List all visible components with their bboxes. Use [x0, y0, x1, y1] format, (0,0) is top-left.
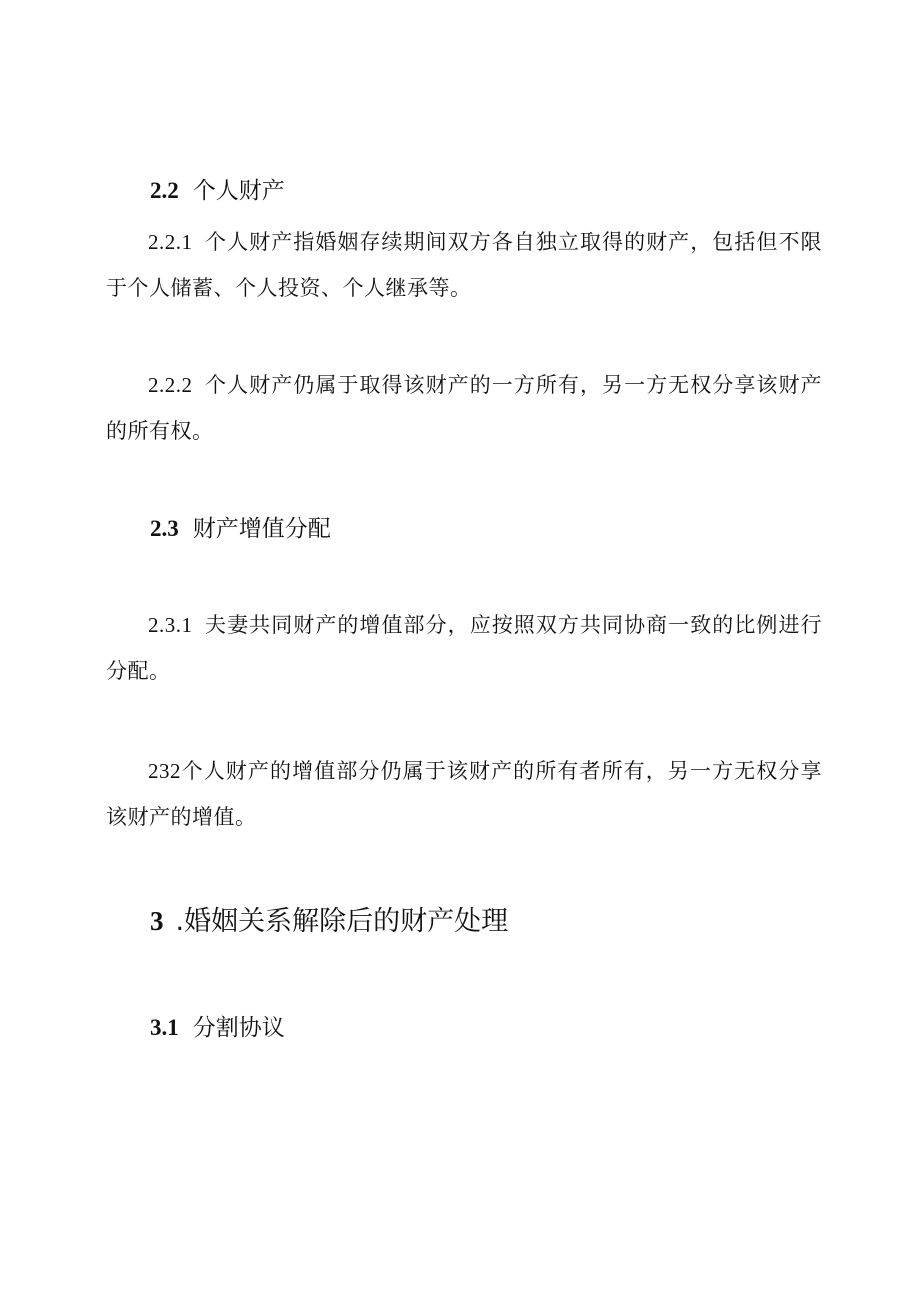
section-title: 分割协议 — [192, 1015, 285, 1041]
section-heading-2-2 — [150, 176, 285, 206]
paragraph-number: 2.2.1 — [148, 230, 193, 254]
paragraph-text: 个人财产仍属于取得该财产的一方所有，另一方无权分享该财产的所有权。 — [106, 373, 822, 443]
paragraph-2-3-1 — [106, 602, 822, 694]
section-number: 3.1 — [150, 1015, 179, 1040]
paragraph-2-2-2 — [106, 362, 822, 454]
paragraph-text: 个人财产的增值部分仍属于该财产的所有者所有，另一方无权分享该财产的增值。 — [106, 759, 822, 829]
section-number: 2.2 — [150, 178, 179, 203]
paragraph-2-3-2 — [106, 748, 822, 840]
paragraph-number: 2.2.2 — [148, 373, 193, 397]
paragraph-number: 2.3.1 — [148, 613, 193, 637]
paragraph-number: 232 — [148, 759, 181, 783]
chapter-heading-3 — [150, 904, 508, 939]
paragraph-text: 夫妻共同财产的增值部分，应按照双方共同协商一致的比例进行分配。 — [106, 613, 822, 683]
section-heading-3-1 — [150, 1013, 285, 1043]
chapter-title: .婚姻关系解除后的财产处理 — [175, 906, 509, 937]
paragraph-text: 个人财产指婚姻存续期间双方各自独立取得的财产，包括但不限于个人储蓄、个人投资、个人继承等。 — [106, 230, 822, 300]
section-title: 个人财产 — [192, 178, 285, 204]
chapter-number: 3 — [150, 906, 164, 936]
section-number: 2.3 — [150, 516, 179, 541]
section-title: 财产增值分配 — [192, 516, 331, 542]
section-heading-2-3 — [150, 514, 331, 544]
paragraph-2-2-1 — [106, 219, 822, 311]
